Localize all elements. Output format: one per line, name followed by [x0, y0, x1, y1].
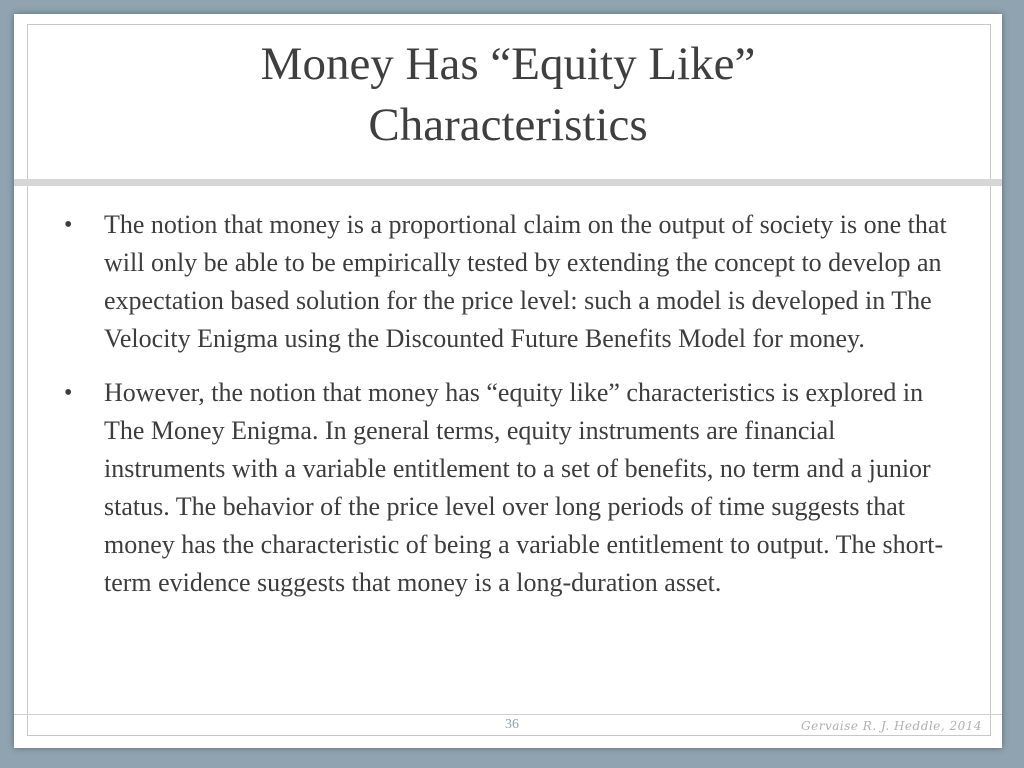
bullet-item: [62, 206, 962, 358]
bullet-marker: •: [64, 380, 73, 406]
bullet-text: The notion that money is a proportional claim on the output of society is one that will only be able to be empirically tested by extending the concept to develop an expectation based solution for the price level: such a model is developed in The Velocity Enigma using the Discounted Future Benefits Model for money.: [104, 210, 947, 353]
bullet-marker: •: [64, 212, 73, 238]
page-number: 36: [505, 717, 519, 732]
footer-divider: [14, 714, 1002, 715]
title-area: [14, 14, 1002, 170]
footer-credit: Gervaise R. J. Heddle, 2014: [801, 719, 982, 733]
title-divider: [14, 179, 1002, 186]
slide: [14, 14, 1002, 748]
bullet-list: [62, 206, 962, 618]
slide-title: Money Has “Equity Like” Characteristics: [260, 38, 756, 151]
bullet-item: [62, 374, 962, 602]
bullet-text: However, the notion that money has “equity like” characteristics is explored in The Money Enigma. In general terms, equity instruments are financial instruments with a variable entitlement to a set of benefits, no term and a junior status. The behavior of the price level over long periods of time suggests that money has the characteristic of being a variable entitlement to output. The short-term evidence suggests that money is a long-duration asset.: [104, 378, 944, 597]
